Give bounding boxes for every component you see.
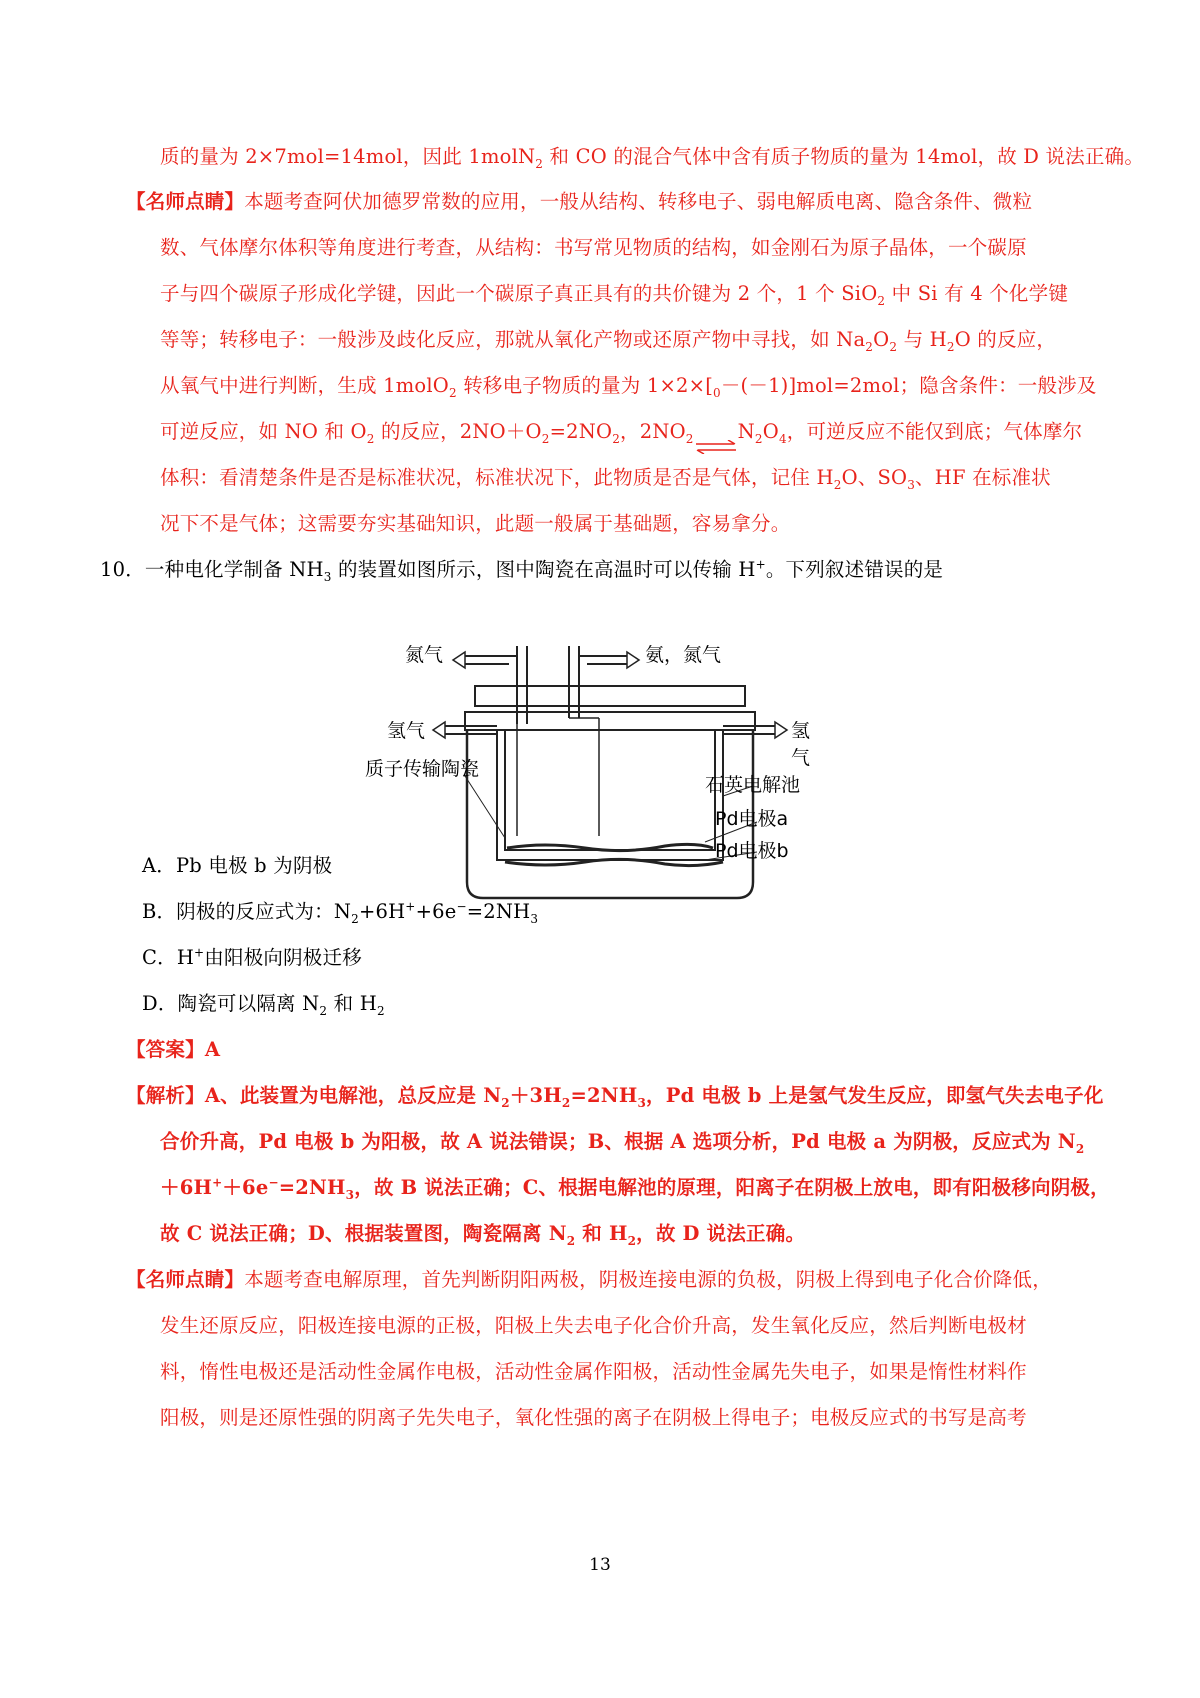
answer bbox=[126, 1028, 220, 1072]
label-nitrogen-in: 氮气 bbox=[405, 644, 444, 666]
option-d: D．陶瓷可以隔离 $N_2$ 和 $H_2$ bbox=[142, 992, 385, 1018]
tip-line: 子与四个碳原子形成化学键，因此一个碳原子真正具有的共价键为 2 个，1 个 SiO$_2$ 中 Si 有 4 个化学键 bbox=[160, 282, 1069, 308]
analysis-line: 合价升高，Pd 电极 b 为阳极，故 A 说法错误；B、根据 A 选项分析，Pd 电极 a 为阴极，反应式为 $N_2$ bbox=[160, 1130, 1085, 1156]
page-number: 13 bbox=[589, 1555, 611, 1575]
answer-value: A bbox=[204, 1038, 221, 1061]
label-hydrogen-right: 氢气 bbox=[791, 720, 811, 769]
tip-line: 【名师点睛】本题考查电解原理，首先判断阴阳两极，阴极连接电源的负极，阴极上得到电子化合价降低， bbox=[126, 1268, 1052, 1291]
analysis-line: 【解析】A、此装置为电解池，总反应是 $N_2+3H_2=2NH_3$，Pd 电极 b 上是氢气发生反应，即氢气失去电子化 bbox=[126, 1084, 1104, 1110]
tip-line: 数、气体摩尔体积等角度进行考查，从结构：书写常见物质的结构，如金刚石为原子晶体，一个碳原 bbox=[160, 236, 1027, 259]
label-electrode-a: Pd电极a bbox=[715, 808, 789, 830]
question-number: 10． bbox=[100, 558, 145, 581]
reversible-arrow-icon bbox=[694, 426, 738, 440]
tip-line: 可逆反应，如 NO 和 $O_2$ 的反应，$2NO+O_2=2NO_2$，$2NO_2$ $N_2O_4$，可逆反应不能仅到底；气体摩尔 bbox=[160, 410, 1082, 454]
tip-line: 发生还原反应，阳极连接电源的正极，阳极上失去电子化合价升高，发生氧化反应，然后判断电极材 bbox=[160, 1314, 1027, 1337]
label-quartz-cell: 石英电解池 bbox=[705, 774, 801, 796]
analysis-label: 【解析】 bbox=[126, 1084, 205, 1107]
option-a: A．Pb 电极 b 为阴极 bbox=[142, 854, 333, 877]
label-proton-ceramic: 质子传输陶瓷 bbox=[365, 758, 480, 780]
tip-label: 【名师点睛】 bbox=[126, 1268, 245, 1291]
answer-label: 【答案】 bbox=[126, 1038, 205, 1061]
label-electrode-b: Pd电极b bbox=[715, 840, 789, 862]
label-ammonia-nitrogen-out: 氨，氮气 bbox=[645, 644, 722, 666]
tip-line: 【名师点睛】本题考查阿伏加德罗常数的应用，一般从结构、转移电子、弱电解质电离、隐含条件、微粒 bbox=[126, 190, 1033, 213]
answer-continuation-line: 质的量为 2×7mol=14mol，因此 1molN$_2$ 和 CO 的混合气体中含有质子物质的量为 14mol，故 D 说法正确。 bbox=[160, 145, 1145, 171]
question-10: 10．一种电化学制备 $NH_3$ 的装置如图所示，图中陶瓷在高温时可以传输 H+。下列叙述错误的是 bbox=[100, 557, 944, 584]
tip-line: 阳极，则是还原性强的阴离子先失电子，氧化性强的离子在阴极上得电子；电极反应式的书写是高考 bbox=[160, 1406, 1027, 1429]
tip-line: 料，惰性电极还是活动性金属作电极，活动性金属作阳极，活动性金属先失电子，如果是惰性材料作 bbox=[160, 1360, 1027, 1383]
tip-label: 【名师点睛】 bbox=[126, 190, 245, 213]
tip-line: 况下不是气体；这需要夯实基础知识，此题一般属于基础题，容易拿分。 bbox=[160, 512, 791, 535]
tip-line: 体积：看清楚条件是否是标准状况，标准状况下，此物质是否是气体，记住 $H_2O$、$SO_3$、HF 在标准状 bbox=[160, 466, 1051, 492]
tip-line: 等等；转移电子：一般涉及歧化反应，那就从氧化产物或还原产物中寻找，如 $Na_2O_2$ 与 $H_2O$ 的反应， bbox=[160, 328, 1057, 354]
option-b: B．阴极的反应式为：$N_2+6H^++6e^-=2NH_3$ bbox=[142, 899, 539, 926]
label-hydrogen-left: 氢气 bbox=[387, 720, 426, 742]
tip-line: 从氧气中进行判断，生成 1molO$_2$ 转移电子物质的量为 $1\times 2\times[_0-(-1)]mol=2mol$；隐含条件：一般涉及 bbox=[160, 374, 1097, 400]
analysis-line: 故 C 说法正确；D、根据装置图，陶瓷隔离 $N_2$ 和 $H_2$，故 D 说法正确。 bbox=[160, 1222, 806, 1248]
option-c: C．H+由阳极向阴极迁移 bbox=[142, 945, 362, 969]
analysis-line: $+6H^++6e^-=2NH_3$，故 B 说法正确；C、根据电解池的原理，阳离子在阴极上放电，即有阳极移向阴极， bbox=[160, 1175, 1110, 1202]
electrolysis-apparatus-diagram bbox=[365, 644, 825, 908]
